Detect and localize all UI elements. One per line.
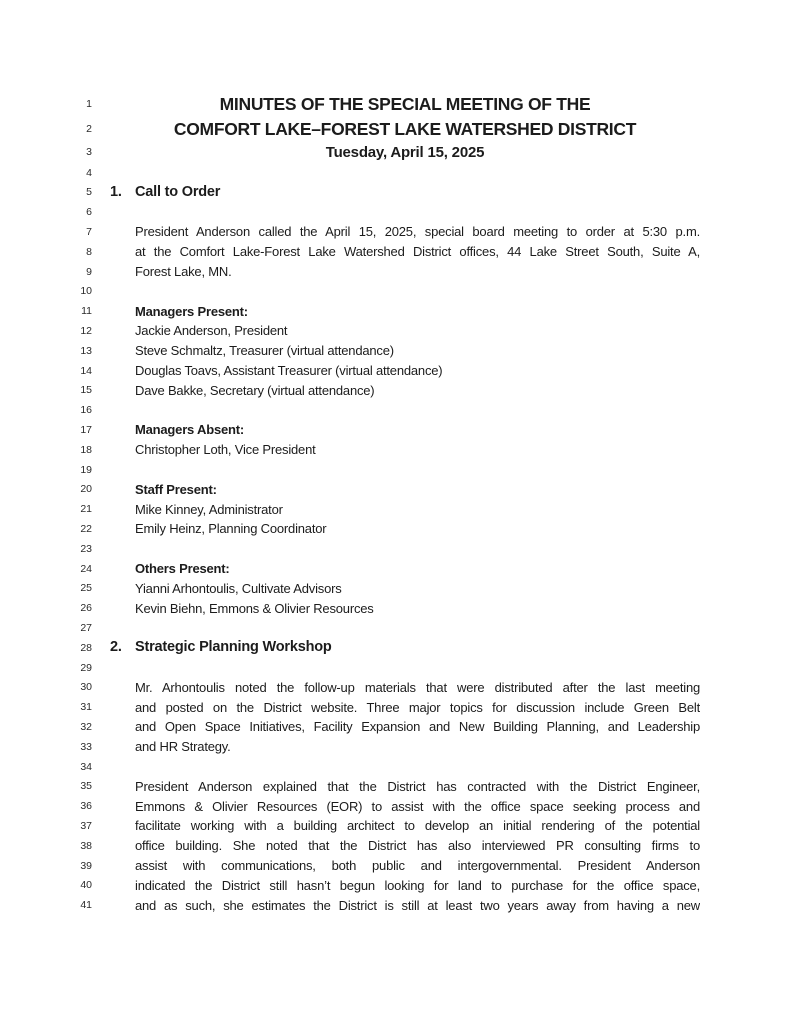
line-row — [0, 658, 791, 678]
attendee-line: Kevin Biehn, Emmons & Olivier Resources — [135, 600, 374, 616]
paragraph-line: and Open Space Initiatives, Facility Expansion and New Building Planning, and Leadership — [135, 719, 700, 735]
line-row — [0, 302, 791, 322]
line-row — [0, 579, 791, 599]
line-number: 8 — [86, 245, 92, 258]
line-row — [0, 460, 791, 480]
heading-text: Call to Order — [135, 184, 221, 200]
line-row — [0, 142, 791, 163]
paragraph-line: assist with communications, both public and intergovernmental. President Anderson — [135, 857, 700, 873]
line-number: 5 — [86, 186, 92, 199]
line-number: 15 — [80, 384, 92, 397]
attendee-line: Christopher Loth, Vice President — [135, 442, 316, 458]
document-date-line: Tuesday, April 15, 2025 — [325, 143, 485, 161]
line-row — [0, 638, 791, 658]
paragraph-line: and HR Strategy. — [135, 739, 231, 755]
line-number: 33 — [80, 740, 92, 753]
line-row — [0, 698, 791, 718]
line-row — [0, 183, 791, 203]
heading-text: Strategic Planning Workshop — [135, 639, 332, 656]
attendee-group-label: Others Present: — [135, 561, 230, 577]
line-number: 19 — [80, 463, 92, 476]
line-row — [0, 92, 791, 117]
line-row — [0, 222, 791, 242]
attendee-line: Steve Schmaltz, Treasurer (virtual attendance) — [135, 343, 394, 359]
line-number: 7 — [86, 226, 92, 239]
line-row — [0, 440, 791, 460]
attendee-line: Dave Bakke, Secretary (virtual attendance) — [135, 382, 375, 398]
paragraph-line: President Anderson explained that the District has contracted with the District Engineer, — [135, 778, 700, 794]
line-number: 10 — [80, 285, 92, 298]
paragraph-line: Mr. Arhontoulis noted the follow-up materials that were distributed after the last meeting — [135, 679, 700, 695]
line-row — [0, 599, 791, 619]
document-title-line: MINUTES OF THE SPECIAL MEETING OF THE — [219, 94, 591, 114]
attendee-line: Mike Kinney, Administrator — [135, 501, 283, 517]
line-row — [0, 381, 791, 401]
line-number: 11 — [81, 305, 92, 318]
line-row — [0, 341, 791, 361]
paragraph-line: Forest Lake, MN. — [135, 264, 232, 280]
line-row — [0, 420, 791, 440]
line-number: 21 — [80, 503, 92, 516]
line-number: 35 — [80, 780, 92, 793]
line-row — [0, 777, 791, 797]
line-row — [0, 678, 791, 698]
paragraph-line: facilitate working with a building architect to develop an initial rendering of the potential — [135, 818, 700, 834]
heading-number: 1. — [110, 184, 122, 200]
line-row — [0, 539, 791, 559]
line-number: 20 — [80, 483, 92, 496]
paragraph-line: and posted on the District website. Three major topics for discussion include Green Belt — [135, 699, 700, 715]
line-number: 1 — [86, 98, 92, 111]
line-number: 36 — [80, 800, 92, 813]
line-number: 17 — [80, 424, 92, 436]
line-row — [0, 816, 791, 836]
paragraph-line: Emmons & Olivier Resources (EOR) to assist with the office space seeking process and — [135, 798, 700, 814]
attendee-line: Emily Heinz, Planning Coordinator — [135, 521, 327, 537]
line-number: 40 — [80, 879, 92, 892]
line-number: 41 — [80, 899, 92, 912]
line-number: 3 — [86, 146, 92, 159]
line-number: 4 — [86, 166, 92, 179]
section-heading — [110, 184, 700, 201]
paragraph-line: and as such, she estimates the District is still at least two years away from having a new — [135, 897, 700, 913]
line-number: 23 — [80, 542, 92, 555]
line-row — [0, 559, 791, 579]
line-number: 16 — [80, 404, 92, 417]
line-row — [0, 480, 791, 500]
line-number: 30 — [80, 681, 92, 694]
attendee-group-label: Managers Absent: — [135, 422, 245, 438]
line-row — [0, 242, 791, 262]
line-number: 37 — [80, 819, 92, 832]
attendee-line: Douglas Toavs, Assistant Treasurer (virtual attendance) — [135, 363, 443, 379]
line-row — [0, 163, 791, 183]
paragraph-line: office building. She noted that the District has also interviewed PR consulting firms to — [135, 838, 700, 854]
line-number: 2 — [86, 123, 92, 136]
line-row — [0, 737, 791, 757]
heading-number: 2. — [110, 639, 122, 656]
line-row — [0, 401, 791, 421]
section-heading — [110, 639, 700, 656]
line-row — [0, 836, 791, 856]
line-number: 22 — [80, 522, 92, 535]
line-number: 6 — [86, 206, 92, 219]
line-row — [0, 757, 791, 777]
line-row — [0, 876, 791, 896]
line-row — [0, 282, 791, 302]
line-number: 27 — [80, 621, 92, 634]
line-row — [0, 203, 791, 223]
line-row — [0, 361, 791, 381]
paragraph-line: at the Comfort Lake-Forest Lake Watershed District offices, 44 Lake Street South, Suite A, — [135, 244, 700, 260]
line-number: 14 — [80, 364, 92, 377]
paragraph-line: indicated the District still hasn’t begun looking for land to purchase for the office space, — [135, 877, 700, 893]
attendee-group-label: Managers Present: — [135, 303, 248, 319]
attendee-group-label: Staff Present: — [135, 481, 217, 497]
line-row — [0, 856, 791, 876]
line-number: 29 — [80, 661, 92, 674]
line-number: 25 — [80, 582, 92, 595]
line-container — [0, 92, 791, 915]
line-number: 26 — [80, 602, 92, 615]
paragraph-line: President Anderson called the April 15, 2025, special board meeting to order at 5:30 p.m. — [135, 224, 700, 240]
line-number: 38 — [80, 839, 92, 852]
line-row — [0, 717, 791, 737]
line-number: 39 — [80, 859, 92, 872]
line-number: 32 — [80, 720, 92, 733]
line-row — [0, 618, 791, 638]
line-number: 31 — [80, 701, 92, 714]
line-number: 9 — [86, 265, 92, 278]
line-row — [0, 262, 791, 282]
attendee-line: Jackie Anderson, President — [135, 323, 288, 339]
line-number: 24 — [80, 562, 92, 575]
attendee-line: Yianni Arhontoulis, Cultivate Advisors — [135, 580, 342, 596]
document-title-line: COMFORT LAKE–FOREST LAKE WATERSHED DISTRICT — [173, 119, 637, 139]
line-row — [0, 500, 791, 520]
line-row — [0, 797, 791, 817]
line-row — [0, 321, 791, 341]
line-number: 34 — [80, 760, 92, 773]
line-row — [0, 519, 791, 539]
line-row — [0, 117, 791, 142]
line-number: 13 — [80, 344, 92, 357]
line-number: 18 — [80, 443, 92, 456]
line-number: 12 — [80, 325, 92, 338]
line-row — [0, 895, 791, 915]
line-number: 28 — [80, 641, 92, 654]
